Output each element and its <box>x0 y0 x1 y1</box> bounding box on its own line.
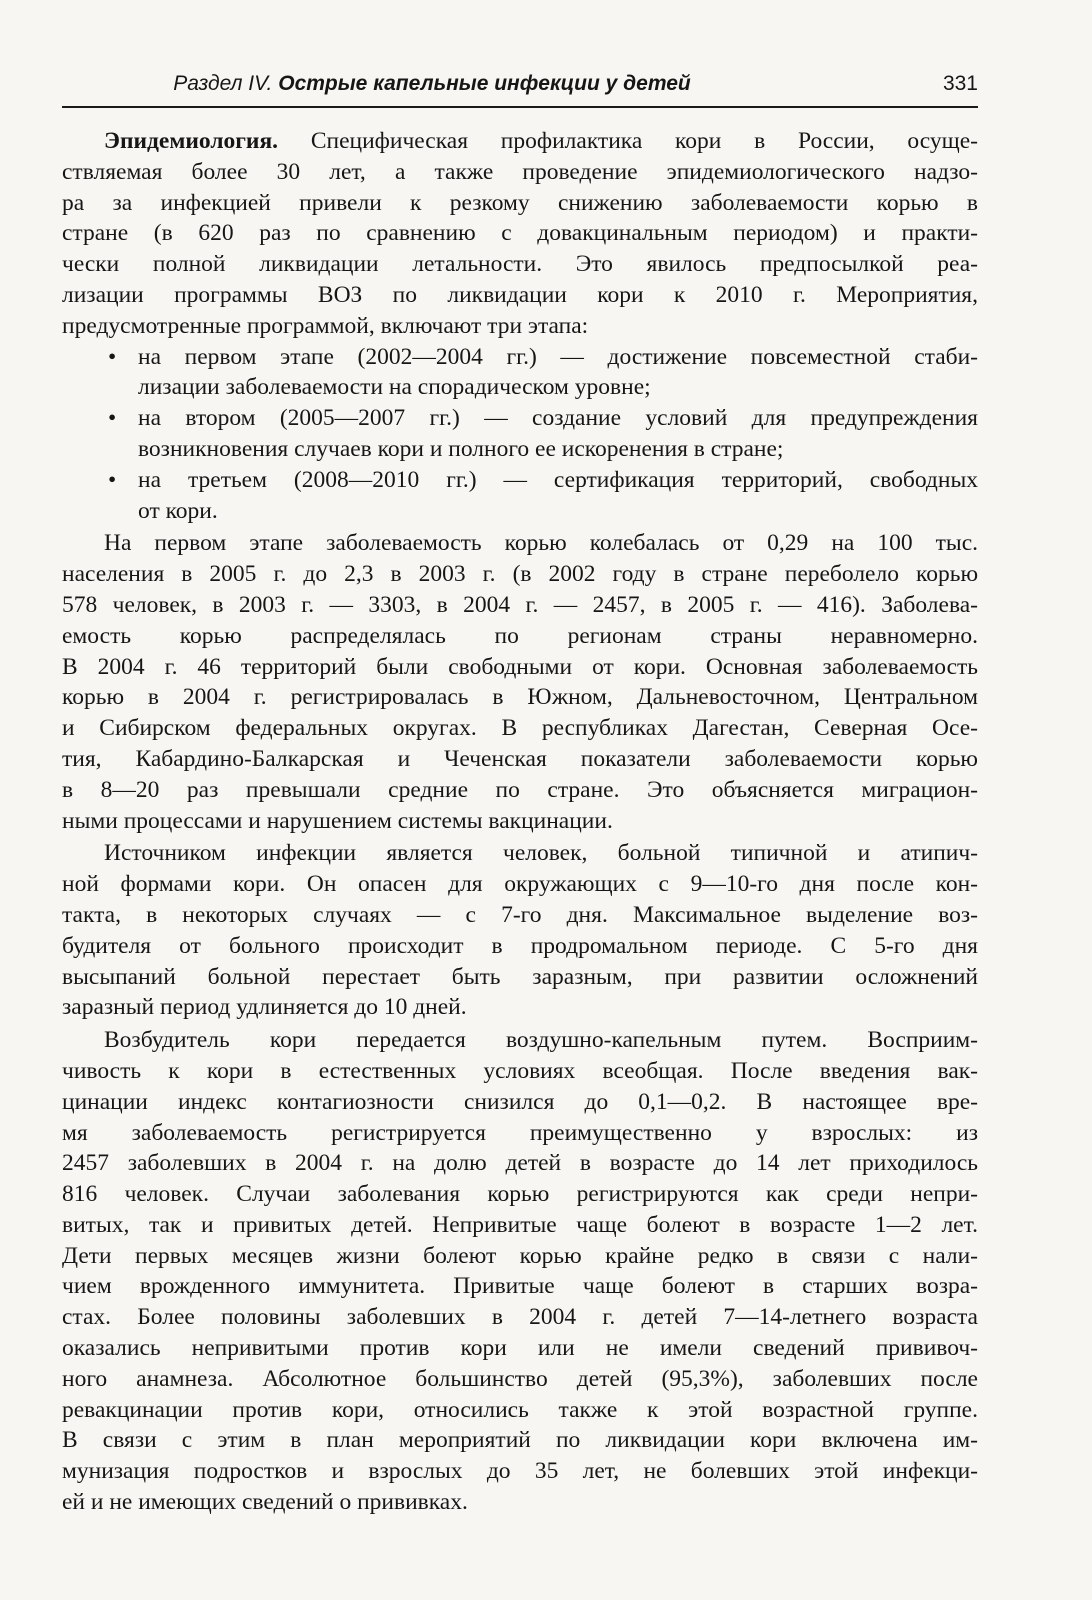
bullet-text: на первом этапе (2002—2004 гг.) — достижение повсеместной стаби- <box>138 343 978 370</box>
bullet-line <box>62 465 978 496</box>
section-heading <box>62 72 802 96</box>
bullet-text: лизации заболеваемости на спорадическом уровне; <box>138 374 651 401</box>
text-line: Возбудитель кори передается воздушно-капельным путем. Восприим- <box>104 1027 978 1054</box>
text-line: мя заболеваемость регистрируется преимущественно у взрослых: из <box>62 1119 978 1146</box>
text-line: ствляемая более 30 лет, а также проведение эпидемиологического надзо- <box>62 158 978 185</box>
text-line: стах. Более половины заболевших в 2004 г. детей 7—14-летнего возраста <box>62 1304 978 1331</box>
text-line: ра за инфекцией привели к резкому снижению заболеваемости корью в <box>62 189 978 216</box>
text-line: Источником инфекции является человек, больной типичной и атипич- <box>104 840 978 867</box>
text-line: 816 человек. Случаи заболевания корью регистрируются как среди непри- <box>62 1181 978 1208</box>
text-line: В связи с этим в план мероприятий по ликвидации кори включена им- <box>62 1427 978 1454</box>
bullet-line <box>62 496 978 527</box>
running-header <box>62 66 978 108</box>
bullet-text: на третьем (2008—2010 гг.) — сертификация территорий, свободных <box>138 466 978 493</box>
bullet-icon: • <box>108 343 117 370</box>
text-line: 2457 заболевших в 2004 г. на долю детей в возрасте до 14 лет приходилось <box>62 1150 978 1177</box>
text-line: емость корью распределялась по регионам страны неравномерно. <box>62 622 978 649</box>
bullet-icon: • <box>108 405 117 432</box>
text-line: высыпаний больной перестает быть заразным, при развитии осложнений <box>62 963 978 990</box>
text-line: ей и не имеющих сведений о прививках. <box>62 1489 468 1516</box>
text-line: заразный период удлиняется до 10 дней. <box>62 994 467 1021</box>
text-line: оказались непривитыми против кори или не имели сведений прививоч- <box>62 1335 978 1362</box>
text-line: На первом этапе заболеваемость корью колебалась от 0,29 на 100 тыс. <box>104 530 978 557</box>
text-line: будителя от больного происходит в продромальном периоде. С 5-го дня <box>62 932 978 959</box>
bullet-icon: • <box>108 466 117 493</box>
text-line: населения в 2005 г. до 2,3 в 2003 г. (в 2002 году в стране переболело корью <box>62 561 978 588</box>
text-line: тия, Кабардино-Балкарская и Чеченская показатели заболеваемости корью <box>62 745 978 772</box>
text-line: ного анамнеза. Абсолютное большинство детей (95,3%), заболевших после <box>62 1365 978 1392</box>
bullet-text: возникновения случаев кори и полного ее искоренения в стране; <box>138 435 784 462</box>
body-text <box>62 126 978 1518</box>
text-line: ной формами кори. Он опасен для окружающих с 9—10-го дня после кон- <box>62 871 978 898</box>
text-line: и Сибирском федеральных округах. В республиках Дагестан, Северная Осе- <box>62 715 978 742</box>
section-title: Острые капельные инфекции у детей <box>278 72 691 95</box>
text-line: чивость к кори в естественных условиях всеобщая. После введения вак- <box>62 1057 978 1084</box>
text-line: цинации индекс контагиозности снизился до 0,1—0,2. В настоящее вре- <box>62 1088 978 1115</box>
text-line: Дети первых месяцев жизни болеют корью крайне редко в связи с нали- <box>62 1242 978 1269</box>
text-line: Эпидемиология. Специфическая профилактика кори в России, осуще- <box>104 128 978 154</box>
section-label: Раздел IV. <box>173 72 279 95</box>
text-line: корью в 2004 г. регистрировалась в Южном, Дальневосточном, Центральном <box>62 684 978 711</box>
text-line: В 2004 г. 46 территорий были свободными от кори. Основная заболеваемость <box>62 653 978 680</box>
text-line: чием врожденного иммунитета. Привитые чаще болеют в старших возра- <box>62 1273 978 1300</box>
text-line: ревакцинации против кори, относились также к этой возрастной группе. <box>62 1396 978 1423</box>
bullet-line <box>62 434 978 465</box>
bullet-text: на втором (2005—2007 гг.) — создание условий для предупреждения <box>138 405 978 432</box>
text-line: витых, так и привитых детей. Непривитые чаще болеют в возрасте 1—2 лет. <box>62 1211 978 1238</box>
text-line: предусмотренные программой, включают три этапа: <box>62 312 589 339</box>
text-line: такта, в некоторых случаях — с 7-го дня. Максимальное выделение воз- <box>62 901 978 928</box>
bullet-line <box>62 403 978 434</box>
bullet-line <box>62 342 978 373</box>
text-line: 578 человек, в 2003 г. — 3303, в 2004 г. — 2457, в 2005 г. — 416). Заболева- <box>62 591 978 618</box>
bullet-line <box>62 372 978 403</box>
text-line: в 8—20 раз превышали средние по стране. Это объясняется миграцион- <box>62 776 978 803</box>
text-line: чески полной ликвидации летальности. Это явилось предпосылкой реа- <box>62 251 978 278</box>
bullet-text: от кори. <box>138 497 218 524</box>
page-number: 331 <box>942 72 978 95</box>
text-line: ными процессами и нарушением системы вакцинации. <box>62 807 613 834</box>
text-line: стране (в 620 раз по сравнению с довакцинальным периодом) и практи- <box>62 220 978 247</box>
text-line: лизации программы ВОЗ по ликвидации кори к 2010 г. Мероприятия, <box>62 281 978 308</box>
text-line: мунизация подростков и взрослых до 35 лет, не болевших этой инфекци- <box>62 1458 978 1485</box>
